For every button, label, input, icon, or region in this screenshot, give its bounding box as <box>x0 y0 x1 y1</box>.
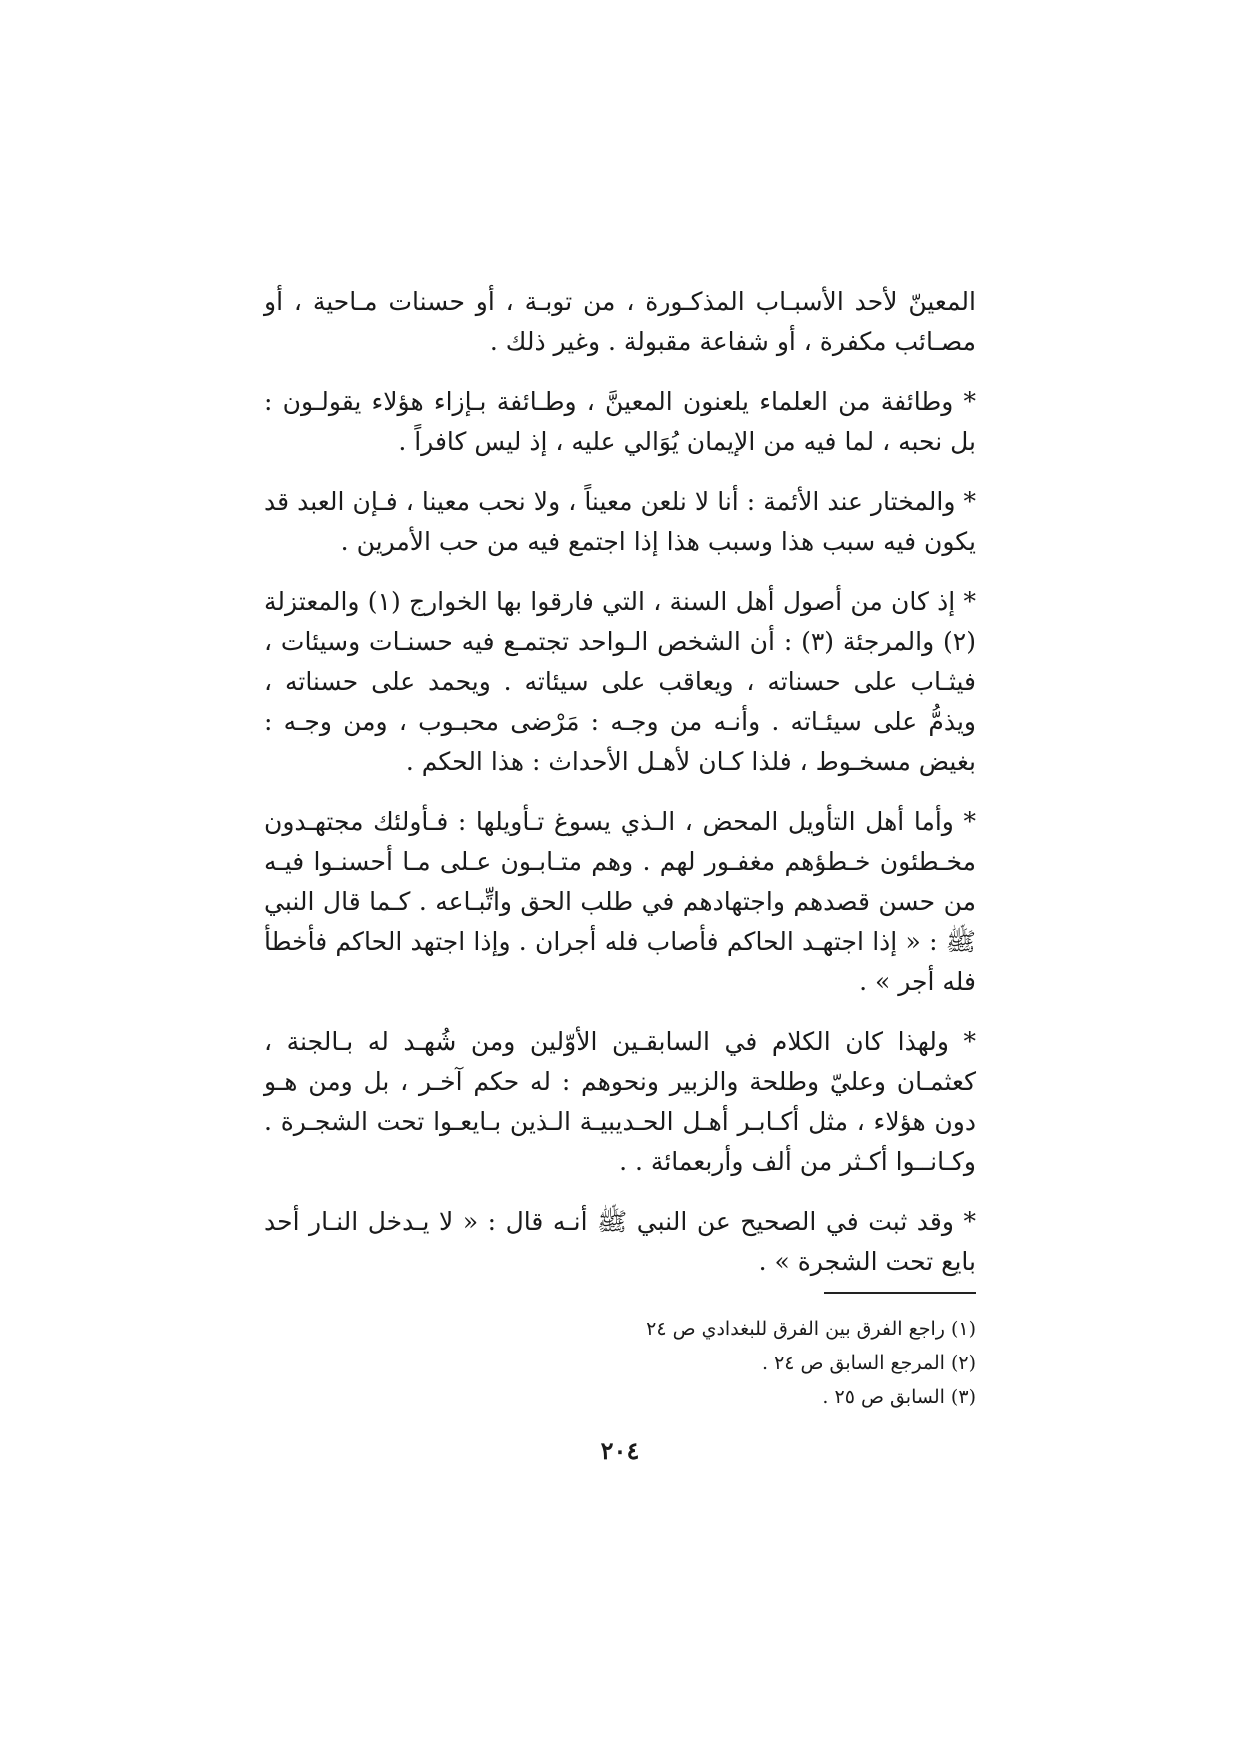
footnote: (٢) المرجع السابق ص ٢٤ . <box>761 1352 976 1374</box>
paragraph: * وقد ثبت في الصحيح عن النبي ﷺ أنـه قال : « لا يـدخل النـار أحد بايع تحت الشجرة » . <box>264 1207 976 1276</box>
main-text <box>264 282 976 1302</box>
paragraph: * والمختار عند الأئمة : أنا لا نلعن معيناً ، ولا نحب معينا ، فـإن العبد قد يكون فيه سبب هذا وسبب هذا إذا اجتمع فيه من حب الأمرين . <box>264 487 976 556</box>
paragraph: المعينّ لأحد الأسبـاب المذكـورة ، من توبـة ، أو حسنات مـاحية ، أو مصـائب مكفرة ، أو شفاعة مقبولة . وغير ذلك . <box>264 287 976 356</box>
footnote: (٣) السابق ص ٢٥ . <box>822 1386 976 1408</box>
page-number: ٢٠٤ <box>600 1436 640 1465</box>
paragraph: * إذ كان من أصول أهل السنة ، التي فارقوا بها الخوارج (١) والمعتزلة (٢) والمرجئة (٣) : أن الشخص الـواحد تجتمـع فيه حسنـات وسيئات ، فيثـاب على حسناته ، ويعاقب على سيئاته . ويحمد على حسناته ، ويذمُّ على سيئـاته . وأنـه من وجـه : مَرْضى محبـوب ، ومن وجـه : بغيض مسخـوط ، فلذا كـان لأهـل الأحداث : هذا الحكم . <box>264 587 976 776</box>
footnotes <box>376 1312 976 1414</box>
footnote: (١) راجع الفرق بين الفرق للبغدادي ص ٢٤ <box>646 1318 976 1340</box>
paragraph: * وطائفة من العلماء يلعنون المعينَّ ، وطـائفة بـإزاء هؤلاء يقولـون : بل نحبه ، لما فيه من الإيمان يُوَالي عليه ، إذ ليس كافراً . <box>264 387 976 456</box>
footnote-divider <box>824 1292 976 1294</box>
paragraph: * ولهذا كان الكلام في السابقـين الأوّلين ومن شُهـد له بـالجنة ، كعثمـان وعليّ وطلحة والزبير ونحوهم : له حكم آخـر ، بل ومن هـو دون هؤلاء ، مثل أكـابـر أهـل الحـديبيـة الـذين بـايعـوا تحت الشجـرة . وكـانــوا أكـثر من ألف وأربعمائة . . <box>264 1027 976 1176</box>
paragraph: * وأما أهل التأويل المحض ، الـذي يسوغ تـأويلها : فـأولئك مجتهـدون مخـطئون خـطؤهم مغفـور لهم . وهم متـابـون عـلى مـا أحسنـوا فيـه من حسن قصدهم واجتهادهم في طلب الحق واتِّبـاعه . كـما قال النبي ﷺ : « إذا اجتهـد الحاكم فأصاب فله أجران . وإذا اجتهد الحاكم فأخطأ فله أجر » . <box>264 807 976 996</box>
